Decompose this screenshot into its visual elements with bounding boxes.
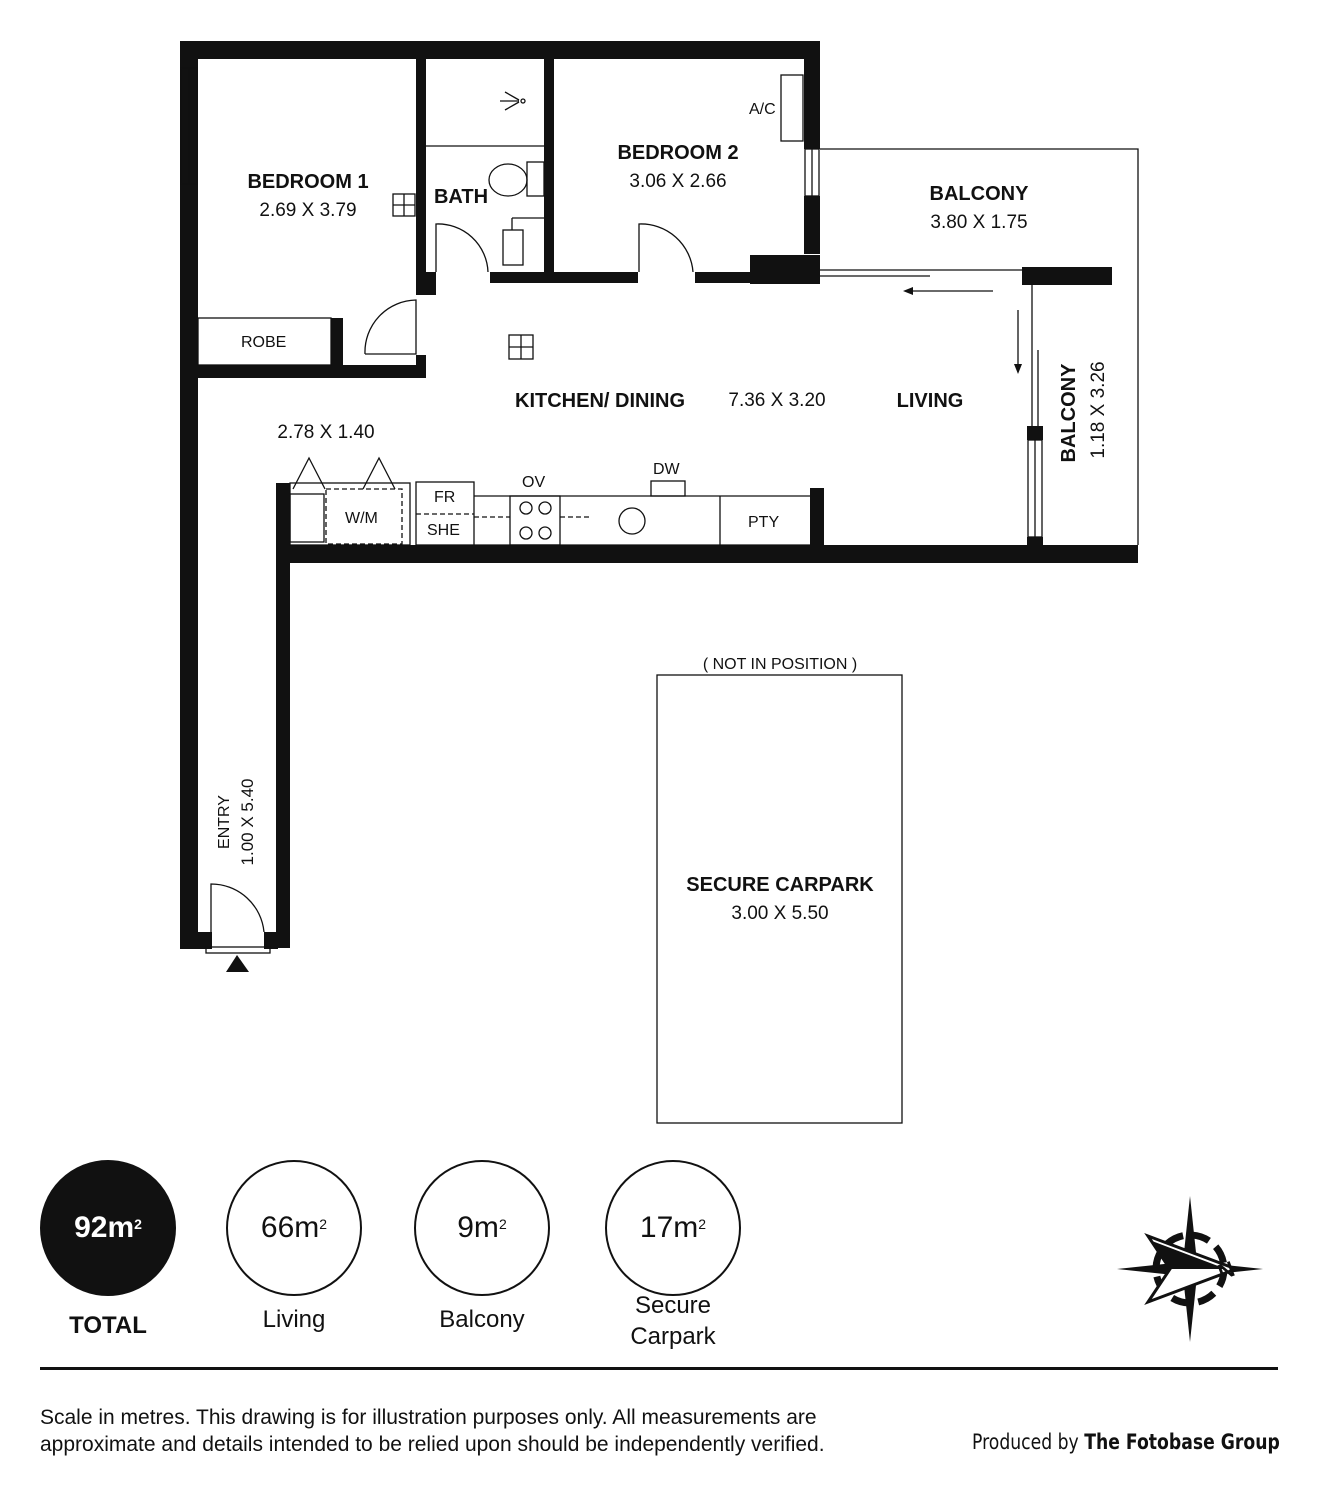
fr-label: FR	[434, 489, 456, 506]
carpark-dim: 3.00 X 5.50	[731, 903, 829, 924]
dw-label: DW	[653, 461, 680, 478]
disclaimer: Scale in metres. This drawing is for illustration purposes only. All measurements are approximate and details intended to be relied upon should be independently verified.	[40, 1406, 825, 1456]
area-circle: 66m $^2$	[226, 1160, 362, 1296]
carpark-note: ( NOT IN POSITION )	[702, 656, 858, 673]
area-label: Living	[262, 1306, 326, 1333]
kitchen-bench	[290, 458, 810, 545]
area-carpark	[583, 1160, 763, 1352]
ac-label: A/C	[749, 101, 776, 118]
pty-label: PTY	[748, 514, 780, 531]
bedroom2-title: BEDROOM 2	[617, 142, 739, 164]
area-circle: 92m $^2$	[40, 1160, 176, 1296]
area-circle: 9m $^2$	[414, 1160, 550, 1296]
kitchen-dim: 7.36 X 3.20	[728, 390, 826, 411]
entry-dim: 1.00 X 5.40	[238, 778, 257, 866]
ac-unit	[781, 75, 803, 141]
compass-north-icon	[1117, 1196, 1263, 1342]
laundry-dim: 2.78 X 1.40	[277, 422, 375, 443]
area-total	[18, 1160, 198, 1341]
carpark-title: SECURE CARPARK	[686, 874, 874, 896]
balcony-side-title: BALCONY	[1058, 363, 1080, 463]
area-label: Balcony	[439, 1306, 525, 1333]
bath-title: BATH	[433, 186, 489, 208]
divider	[40, 1367, 1278, 1370]
bedroom2-dim: 3.06 X 2.66	[629, 171, 727, 192]
she-label: SHE	[427, 522, 460, 539]
ov-label: OV	[522, 474, 546, 491]
living-title: LIVING	[896, 390, 964, 412]
producer-credit: Produced by The Fotobase Group	[972, 1430, 1280, 1454]
balcony-side-dim: 1.18 X 3.26	[1088, 361, 1109, 459]
area-circle: 17m $^2$	[605, 1160, 741, 1296]
light-icon	[509, 335, 533, 359]
kitchen-title: KITCHEN/ DINING	[515, 390, 685, 412]
wm-label: W/M	[345, 510, 378, 527]
entry-title: ENTRY	[216, 795, 233, 849]
bath-fixtures	[426, 92, 544, 265]
bedroom1-dim: 2.69 X 3.79	[259, 200, 357, 221]
balcony-top-title: BALCONY	[929, 183, 1029, 205]
area-label: TOTAL	[69, 1312, 147, 1339]
balcony-top-dim: 3.80 X 1.75	[930, 212, 1028, 233]
light-icon	[393, 194, 415, 216]
compass-letter: N	[1214, 1256, 1238, 1285]
robe-label: ROBE	[241, 334, 287, 351]
area-label: Secure Carpark	[630, 1292, 716, 1350]
area-living	[204, 1160, 384, 1335]
entry-arrow-icon	[226, 955, 249, 972]
bedroom1-title: BEDROOM 1	[247, 171, 369, 193]
balcony-outlines	[820, 149, 1138, 545]
windows	[181, 68, 1042, 537]
carpark	[657, 675, 902, 1123]
area-balcony	[392, 1160, 572, 1335]
